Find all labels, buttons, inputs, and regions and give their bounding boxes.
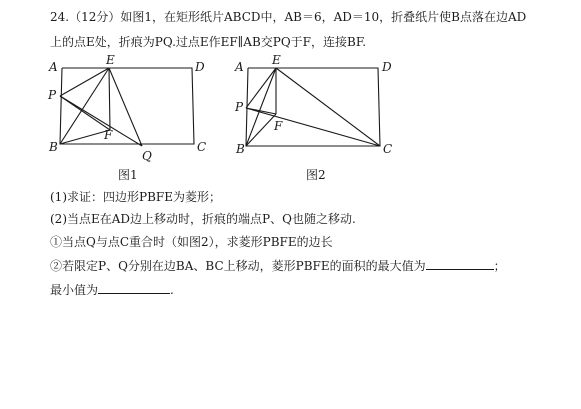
figure-2-caption: 图2 xyxy=(306,168,326,182)
fig2-label-E: E xyxy=(272,53,281,67)
fig2-segment-BE xyxy=(246,68,276,146)
fig1-segment-EF xyxy=(109,68,110,130)
fig2-segment-BF xyxy=(246,114,276,146)
fig1-label-A: A xyxy=(49,60,58,74)
fig1-rect xyxy=(60,68,194,144)
fig1-label-F: F xyxy=(104,128,113,142)
question-2-part-3-end: . xyxy=(170,283,174,297)
fig2-segment-EC xyxy=(276,68,380,146)
question-2-part-3-text: 最小值为 xyxy=(50,283,99,297)
fig2-segment-PE xyxy=(246,68,276,108)
fig1-label-D: D xyxy=(195,60,205,74)
fig1-label-E: E xyxy=(106,53,115,67)
fig1-segment-PE xyxy=(60,68,109,96)
figure-2 xyxy=(232,54,402,166)
question-2-part-3 xyxy=(50,282,174,297)
question-1: (1)求证：四边形PBFE为菱形； xyxy=(50,190,221,204)
fig2-rect xyxy=(246,68,380,146)
problem-line-1: 24.（12分）如图1，在矩形纸片ABCD中，AB＝6，AD＝10，折叠纸片使B点落在边AD xyxy=(50,10,527,24)
fig1-label-Q: Q xyxy=(142,149,152,163)
fig2-label-B: B xyxy=(236,142,245,156)
fig2-label-C: C xyxy=(383,142,393,156)
max-area-answer-blank[interactable] xyxy=(426,258,494,270)
question-2-part-2-end: ； xyxy=(493,259,506,273)
fig2-label-A: A xyxy=(235,60,244,74)
fig1-label-C: C xyxy=(197,140,207,154)
fig1-segment-EQ xyxy=(109,68,142,146)
figure-1 xyxy=(44,54,214,166)
question-2-part-2 xyxy=(50,258,506,273)
fig1-label-B: B xyxy=(49,140,58,154)
question-2: (2)当点E在AD边上移动时，折痕的端点P、Q也随之移动. xyxy=(50,212,356,226)
question-2-part-2-text: ②若限定P、Q分别在边BA、BC上移动，菱形PBFE的面积的最大值为 xyxy=(50,259,426,273)
fig2-label-D: D xyxy=(382,60,392,74)
fig2-segment-PC xyxy=(246,108,380,146)
fig2-label-F: F xyxy=(274,119,283,133)
fig2-label-P: P xyxy=(235,100,244,114)
min-area-answer-blank[interactable] xyxy=(98,282,170,294)
figure-1-caption: 图1 xyxy=(118,168,138,182)
question-2-part-1: ①当点Q与点C重合时（如图2），求菱形PBFE的边长 xyxy=(50,235,333,249)
fig1-label-P: P xyxy=(48,88,57,102)
fig1-segment-PQ xyxy=(60,96,142,146)
problem-line-2: 上的点E处，折痕为PQ.过点E作EF∥AB交PQ于F，连接BF. xyxy=(50,35,367,49)
